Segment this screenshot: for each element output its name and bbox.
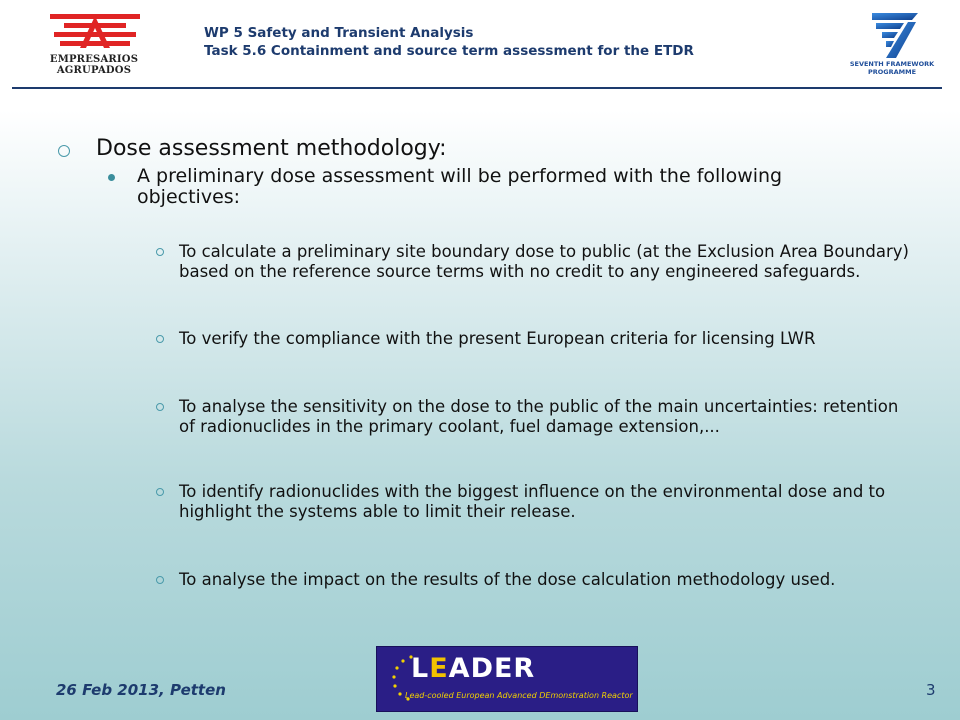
leader-word-end: ADER xyxy=(448,653,536,684)
ring-bullet-icon xyxy=(156,488,164,496)
fp7-text-line1: SEVENTH FRAMEWORK xyxy=(849,60,935,68)
objective-text-5: To analyse the impact on the results of the dose calculation methodology used. xyxy=(179,570,836,589)
ea-logo-mark-icon xyxy=(50,12,140,52)
dot-bullet-icon xyxy=(108,174,115,181)
leader-word-start: L xyxy=(411,653,430,684)
ring-bullet-icon xyxy=(156,335,164,343)
fp7-logo-icon xyxy=(846,10,938,60)
ring-bullet-icon xyxy=(156,248,164,256)
empresarios-agrupados-logo xyxy=(14,12,174,76)
leader-subtitle: Lead-cooled European Advanced DEmonstration Reactor xyxy=(405,691,633,700)
header-titles xyxy=(204,24,694,60)
fp7-text-line2: PROGRAMME xyxy=(867,68,917,76)
ea-logo-text: EMPRESARIOS AGRUPADOS xyxy=(49,54,139,76)
ring-bullet-icon xyxy=(58,145,70,157)
leader-logo xyxy=(376,646,638,712)
leader-word-accent: E xyxy=(429,653,449,684)
bullet-text: A preliminary dose assessment will be performed with the following objectives: xyxy=(137,165,783,208)
header-title-line1: WP 5 Safety and Transient Analysis xyxy=(204,25,474,41)
header-title-line2: Task 5.6 Containment and source term assessment for the ETDR xyxy=(204,43,694,59)
seventh-framework-logo xyxy=(846,10,938,80)
ring-bullet-icon xyxy=(156,576,164,584)
footer-date: 26 Feb 2013, Petten xyxy=(56,681,226,699)
heading-text: Dose assessment methodology: xyxy=(96,136,447,161)
ring-bullet-icon xyxy=(156,403,164,411)
header-divider xyxy=(12,87,942,89)
objective-text-4: To identify radionuclides with the biggest influence on the environmental dose and to highlight the systems able to limit their release. xyxy=(179,482,886,521)
objective-text-1: To calculate a preliminary site boundary dose to public (at the Exclusion Area Boundary) based on the reference source terms with no credit to any engineered safeguards. xyxy=(179,242,909,281)
objective-text-2: To verify the compliance with the present European criteria for licensing LWR xyxy=(179,329,816,348)
objective-text-3: To analyse the sensitivity on the dose to the public of the main uncertainties: retention of radionuclides in the primary coolant, fuel damage extension,... xyxy=(179,397,899,436)
fp7-mark: 7 xyxy=(846,10,847,11)
leader-wordmark xyxy=(411,653,535,684)
page-number: 3 xyxy=(926,681,936,699)
